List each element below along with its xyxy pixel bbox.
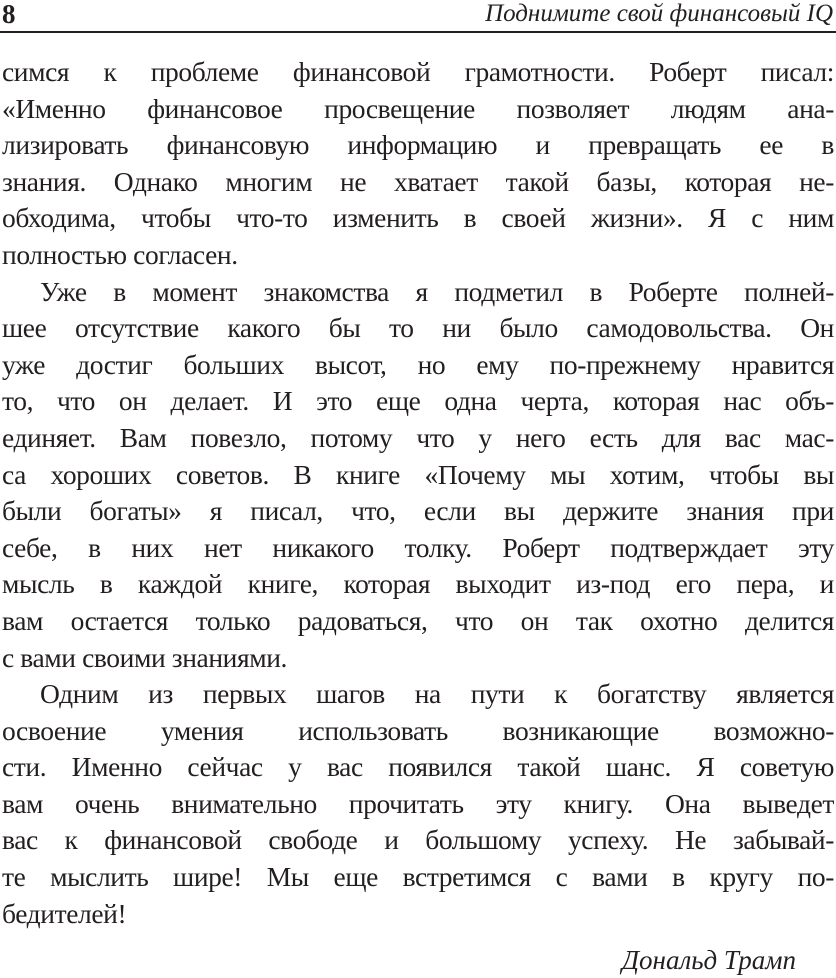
text-line: освоение умения использовать возникающие возможно- [2, 714, 834, 746]
paragraph-1 [2, 54, 834, 274]
text-line: то, что он делает. И это еще одна черта, которая нас объ- [2, 385, 834, 417]
text-line: знания. Однако многим не хватает такой базы, которая не- [2, 165, 834, 197]
text-line: себе, в них нет никакого толку. Роберт подтверждает эту [2, 531, 834, 563]
paragraph-2 [2, 274, 834, 677]
text-line: вас к финансовой свободе и большому успеху. Не забывай- [2, 824, 834, 856]
running-title: Поднимите свой финансовый IQ [485, 0, 833, 27]
text-line: вам очень внимательно прочитать эту книгу. Она выведет [2, 787, 834, 819]
text-line: симся к проблеме финансовой грамотности. Роберт писал: [2, 56, 834, 87]
text-line: Уже в момент знакомства я подметил в Роберте полней- [40, 275, 834, 307]
text-line: единяет. Вам повезло, потому что у него есть для вас мас- [2, 421, 834, 453]
text-line: Одним из первых шагов на пути к богатству является [40, 678, 834, 710]
body-text [2, 54, 834, 932]
text-line: были богаты» я писал, что, если вы держите знания при [2, 495, 834, 527]
text-line: «Именно финансовое просвещение позволяет людям ана- [2, 92, 834, 124]
text-line: вам остается только радоваться, что он так охотно делится [2, 604, 834, 636]
text-line: обходима, чтобы что-то изменить в своей жизни». Я с ним [2, 202, 834, 234]
text-line: уже достиг больших высот, но ему по-прежнему нравится [2, 348, 834, 380]
text-line: сти. Именно сейчас у вас появился такой шанс. Я советую [2, 751, 834, 783]
paragraph-3 [2, 676, 834, 932]
header-rule [0, 31, 836, 33]
text-line: са хороших советов. В книге «Почему мы хотим, чтобы вы [2, 458, 834, 490]
author-signature: Дональд Трамп [621, 945, 796, 975]
page-header [0, 0, 836, 32]
page-number: 8 [2, 0, 16, 29]
text-line: шее отсутствие какого бы то ни было самодовольства. Он [2, 312, 834, 344]
text-line: мысль в каждой книге, которая выходит из-под его пера, и [2, 568, 834, 600]
text-line: лизировать финансовую информацию и превращать ее в [2, 129, 834, 161]
text-line: с вами своими знаниями. [2, 641, 288, 673]
text-line: бедителей! [2, 897, 127, 929]
text-line: полностью согласен. [2, 238, 238, 270]
text-line: те мыслить шире! Мы еще встретимся с вами в кругу по- [2, 861, 834, 893]
